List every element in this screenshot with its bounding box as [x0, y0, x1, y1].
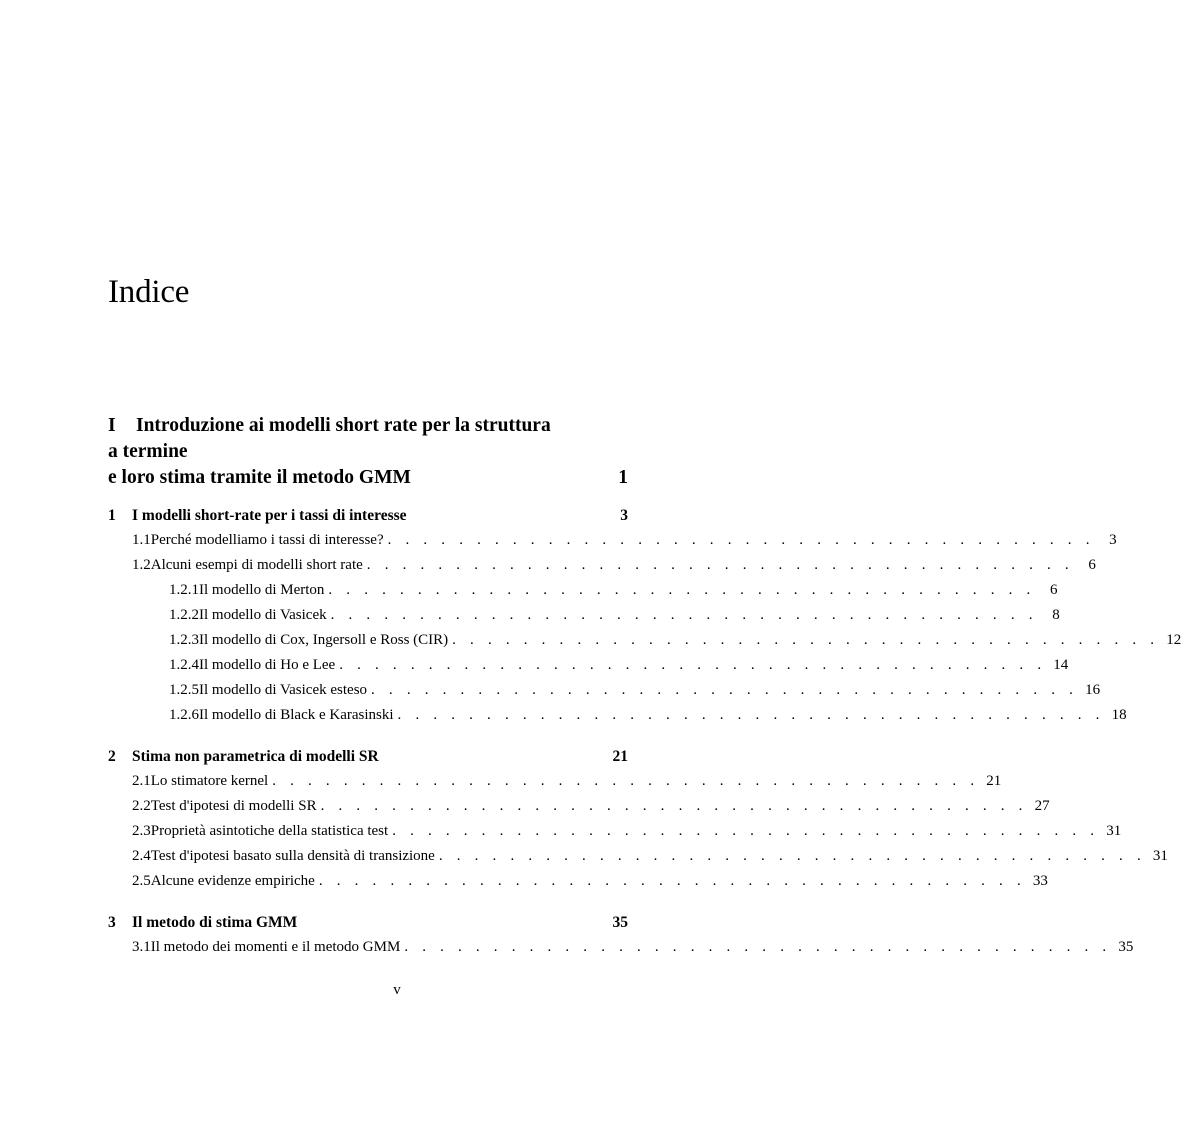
- part-title-line2: a termine: [108, 441, 188, 462]
- toc-title: I modelli short-rate per i tassi di interesse: [132, 507, 407, 524]
- toc-leader-dots: . . . . . . . . . . . . . . . . . . . . . . . . . . . . . . . . . . . . . . . .: [328, 582, 1036, 598]
- toc-title: Il modello di Black e Karasinski: [199, 707, 394, 723]
- toc-number: 2.5: [132, 873, 151, 889]
- toc-leader-dots: . . . . . . . . . . . . . . . . . . . . . . . . . . . . . . . . . . . . . . . .: [392, 823, 1100, 839]
- toc-title: Il metodo dei momenti e il metodo GMM: [150, 939, 401, 955]
- toc-number: 1.2.2: [169, 607, 199, 623]
- toc-page: 21: [986, 773, 1002, 789]
- toc-page: 6: [1049, 582, 1058, 598]
- toc-page: 3: [1109, 532, 1117, 548]
- toc-title: Il modello di Ho e Lee: [199, 657, 336, 673]
- toc-number: 2: [108, 748, 116, 765]
- toc-title: Lo stimatore kernel: [150, 773, 269, 789]
- toc-subsection-1-2-5[interactable]: [108, 682, 1101, 704]
- toc-page: 21: [612, 748, 628, 765]
- toc-number: 1.1: [132, 532, 151, 548]
- toc-page: 3: [620, 507, 628, 524]
- toc-page: 12: [1166, 632, 1181, 648]
- toc-number: 2.1: [132, 773, 151, 789]
- toc-chapter-1[interactable]: [108, 507, 628, 529]
- toc-section-2-5[interactable]: [108, 873, 1048, 895]
- part-heading-line3: [108, 465, 628, 491]
- toc-title: Il modello di Vasicek: [199, 607, 327, 623]
- toc-page: 14: [1053, 657, 1069, 673]
- toc-leader-dots: . . . . . . . . . . . . . . . . . . . . . . . . . . . . . . . . . . . . . . . .: [397, 707, 1105, 723]
- toc-number: 2.2: [132, 798, 151, 814]
- toc-page: 18: [1111, 707, 1127, 723]
- toc-section-3-1[interactable]: [108, 939, 1134, 961]
- toc-title: Il metodo di stima GMM: [132, 914, 298, 931]
- part-number: I: [108, 415, 116, 436]
- toc-chapter-3[interactable]: [108, 914, 628, 936]
- part-title-line1: Introduzione ai modelli short rate per la struttura: [136, 415, 551, 436]
- toc-subsection-1-2-1[interactable]: [108, 582, 1058, 604]
- toc-leader-dots: . . . . . . . . . . . . . . . . . . . . . . . . . . . . . . . . . . . . . . . .: [387, 532, 1095, 548]
- toc-number: 1.2.1: [169, 582, 199, 598]
- toc-chapter-2[interactable]: [108, 748, 628, 770]
- toc-title: Il modello di Merton: [199, 582, 325, 598]
- toc-number: 1: [108, 507, 116, 524]
- toc-section-2-3[interactable]: [108, 823, 1122, 845]
- toc-subsection-1-2-4[interactable]: [108, 657, 1069, 679]
- toc-title: Il modello di Cox, Ingersoll e Ross (CIR): [199, 632, 449, 648]
- toc-number: 2.3: [132, 823, 151, 839]
- toc-leader-dots: . . . . . . . . . . . . . . . . . . . . . . . . . . . . . . . . . . . . . . . .: [438, 848, 1146, 864]
- toc-page: 8: [1052, 607, 1060, 623]
- page-title: Indice: [108, 274, 190, 310]
- toc-leader-dots: . . . . . . . . . . . . . . . . . . . . . . . . . . . . . . . . . . . . . . . .: [366, 557, 1074, 573]
- toc-title: Stima non parametrica di modelli SR: [132, 748, 379, 765]
- toc-subsection-1-2-2[interactable]: [108, 607, 1060, 629]
- toc-page: 27: [1034, 798, 1050, 814]
- toc-leader-dots: . . . . . . . . . . . . . . . . . . . . . . . . . . . . . . . . . . . . . . . .: [371, 682, 1079, 698]
- toc-subsection-1-2-6[interactable]: [108, 707, 1127, 729]
- toc-page: 6: [1088, 557, 1096, 573]
- toc-number: 1.2.5: [169, 682, 199, 698]
- toc-page: 16: [1085, 682, 1101, 698]
- page-number-footer: v: [393, 982, 401, 998]
- toc-leader-dots: . . . . . . . . . . . . . . . . . . . . . . . . . . . . . . . . . . . . . . . .: [320, 798, 1028, 814]
- toc-number: 1.2.4: [169, 657, 199, 673]
- toc-page: 35: [612, 914, 628, 931]
- toc-number: 1.2.3: [169, 632, 199, 648]
- toc-title: Test d'ipotesi di modelli SR: [150, 798, 317, 814]
- toc-leader-dots: . . . . . . . . . . . . . . . . . . . . . . . . . . . . . . . . . . . . . . . .: [272, 773, 980, 789]
- toc-title: Test d'ipotesi basato sulla densità di transizione: [150, 848, 435, 864]
- toc-page: 35: [1118, 939, 1134, 955]
- toc-section-2-2[interactable]: [108, 798, 1050, 820]
- toc-title: Il modello di Vasicek esteso: [199, 682, 368, 698]
- toc-page: 33: [1032, 873, 1048, 889]
- toc-page: 31: [1152, 848, 1168, 864]
- part-heading-line1: [108, 413, 628, 439]
- toc-title: Alcune evidenze empiriche: [150, 873, 315, 889]
- toc-section-2-1[interactable]: [108, 773, 1002, 795]
- toc-title: Proprietà asintotiche della statistica test: [150, 823, 389, 839]
- toc-leader-dots: . . . . . . . . . . . . . . . . . . . . . . . . . . . . . . . . . . . . . . . .: [318, 873, 1026, 889]
- toc-leader-dots: . . . . . . . . . . . . . . . . . . . . . . . . . . . . . . . . . . . . . . . .: [330, 607, 1038, 623]
- toc-subsection-1-2-3[interactable]: [108, 632, 1181, 654]
- part-page-number: 1: [618, 467, 628, 488]
- toc-title: Alcuni esempi di modelli short rate: [150, 557, 363, 573]
- toc-number: 1.2: [132, 557, 151, 573]
- part-heading: [108, 413, 628, 491]
- toc-leader-dots: . . . . . . . . . . . . . . . . . . . . . . . . . . . . . . . . . . . . . . . .: [452, 632, 1160, 648]
- toc-page: 31: [1106, 823, 1122, 839]
- toc-number: 3.1: [132, 939, 151, 955]
- toc-section-1-2[interactable]: [108, 557, 1096, 579]
- part-title-line3: e loro stima tramite il metodo GMM: [108, 467, 411, 488]
- toc-title: Perché modelliamo i tassi di interesse?: [150, 532, 384, 548]
- toc-number: 3: [108, 914, 116, 931]
- toc-leader-dots: . . . . . . . . . . . . . . . . . . . . . . . . . . . . . . . . . . . . . . . .: [339, 657, 1047, 673]
- toc-number: 1.2.6: [169, 707, 199, 723]
- toc-number: 2.4: [132, 848, 151, 864]
- toc-section-1-1[interactable]: [108, 532, 1117, 554]
- toc-leader-dots: . . . . . . . . . . . . . . . . . . . . . . . . . . . . . . . . . . . . . . . .: [404, 939, 1112, 955]
- toc-section-2-4[interactable]: [108, 848, 1168, 870]
